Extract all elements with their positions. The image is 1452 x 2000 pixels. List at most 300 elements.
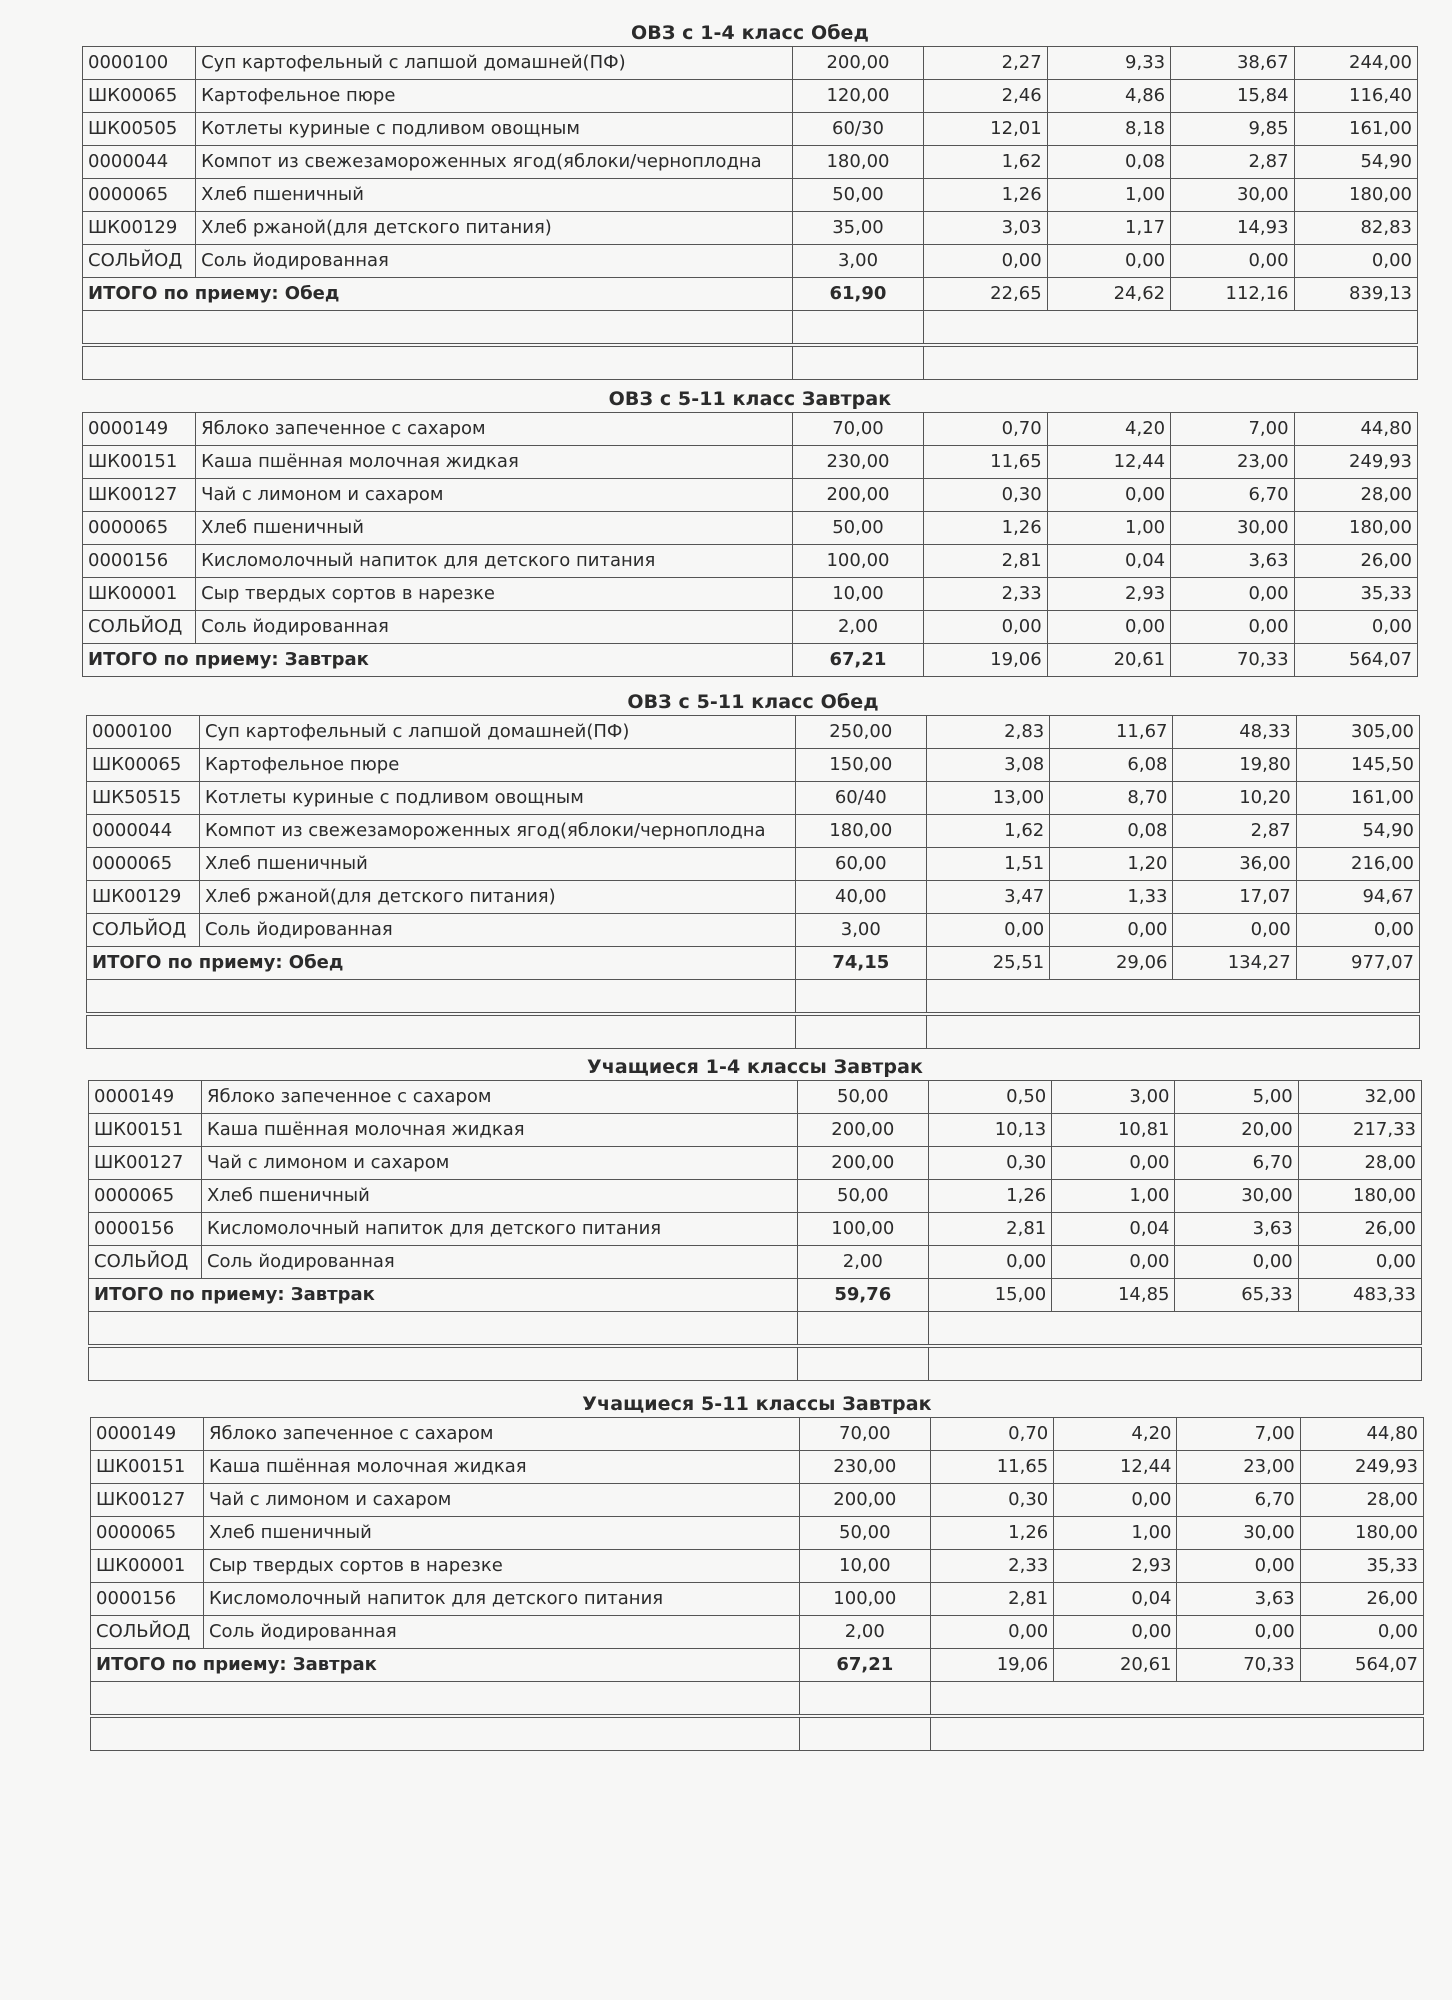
item-output: 10,00	[799, 1550, 930, 1583]
item-carbs: 30,00	[1175, 1180, 1298, 1213]
item-output: 2,00	[797, 1246, 928, 1279]
blank-cell	[792, 311, 924, 346]
blank-cell	[91, 1682, 800, 1717]
total-row	[83, 278, 1418, 311]
blank-cell	[799, 1682, 930, 1717]
item-calories: 161,00	[1296, 782, 1419, 815]
item-output: 60,00	[795, 848, 926, 881]
blank-cell	[795, 980, 926, 1015]
table-row	[87, 782, 1420, 815]
item-code: ШК00151	[91, 1451, 204, 1484]
item-name: Хлеб пшеничный	[203, 1517, 799, 1550]
item-output: 50,00	[792, 179, 924, 212]
section-title: Учащиеся 5-11 классы Завтрак	[582, 1393, 932, 1415]
blank-cell	[792, 345, 924, 380]
item-calories: 0,00	[1294, 611, 1417, 644]
item-proteins: 2,46	[924, 80, 1047, 113]
total-label: ИТОГО по приему: Обед	[83, 278, 793, 311]
item-output: 3,00	[792, 245, 924, 278]
item-proteins: 13,00	[927, 782, 1050, 815]
blank-row	[83, 345, 1418, 380]
item-fats: 1,00	[1047, 512, 1170, 545]
table-row	[83, 545, 1418, 578]
item-name: Картофельное пюре	[199, 749, 795, 782]
item-code: 0000065	[89, 1180, 202, 1213]
table-row	[83, 245, 1418, 278]
item-code: 0000100	[87, 716, 200, 749]
item-output: 70,00	[799, 1418, 930, 1451]
item-name: Кисломолочный напиток для детского питания	[203, 1583, 799, 1616]
item-code: 0000065	[87, 848, 200, 881]
item-fats: 9,33	[1047, 47, 1170, 80]
total-label: ИТОГО по приему: Завтрак	[89, 1279, 798, 1312]
item-fats: 2,93	[1047, 578, 1170, 611]
total-fats: 20,61	[1047, 644, 1170, 677]
total-calories: 483,33	[1298, 1279, 1421, 1312]
item-calories: 161,00	[1294, 113, 1417, 146]
total-label: ИТОГО по приему: Завтрак	[91, 1649, 800, 1682]
table-row	[91, 1517, 1424, 1550]
table-row	[89, 1246, 1422, 1279]
item-fats: 6,08	[1050, 749, 1173, 782]
item-output: 200,00	[792, 479, 924, 512]
menu-table	[90, 1417, 1424, 1751]
item-calories: 249,93	[1294, 446, 1417, 479]
item-calories: 54,90	[1296, 815, 1419, 848]
item-name: Соль йодированная	[201, 1246, 797, 1279]
table-row	[91, 1583, 1424, 1616]
menu-section	[82, 20, 1418, 380]
item-carbs: 3,63	[1177, 1583, 1300, 1616]
item-name: Хлеб ржаной(для детского питания)	[196, 212, 793, 245]
item-code: ШК00151	[83, 446, 196, 479]
item-calories: 44,80	[1300, 1418, 1423, 1451]
item-output: 230,00	[799, 1451, 930, 1484]
item-carbs: 30,00	[1171, 512, 1294, 545]
table-row	[83, 611, 1418, 644]
total-label: ИТОГО по приему: Завтрак	[83, 644, 793, 677]
total-row	[87, 947, 1420, 980]
item-code: 0000065	[91, 1517, 204, 1550]
table-row	[91, 1550, 1424, 1583]
item-output: 2,00	[792, 611, 924, 644]
total-fats: 29,06	[1050, 947, 1173, 980]
total-proteins: 25,51	[927, 947, 1050, 980]
item-fats: 8,70	[1050, 782, 1173, 815]
menu-section	[90, 1391, 1424, 1751]
item-name: Каша пшённая молочная жидкая	[201, 1114, 797, 1147]
item-name: Кисломолочный напиток для детского питания	[196, 545, 793, 578]
item-output: 50,00	[799, 1517, 930, 1550]
item-fats: 0,04	[1052, 1213, 1175, 1246]
item-code: СОЛЬЙОД	[87, 914, 200, 947]
item-calories: 32,00	[1298, 1081, 1421, 1114]
table-row	[87, 749, 1420, 782]
total-carbs: 65,33	[1175, 1279, 1298, 1312]
item-calories: 180,00	[1294, 179, 1417, 212]
item-name: Кисломолочный напиток для детского питания	[201, 1213, 797, 1246]
item-output: 50,00	[797, 1180, 928, 1213]
item-output: 10,00	[792, 578, 924, 611]
item-code: 0000044	[83, 146, 196, 179]
table-row	[91, 1418, 1424, 1451]
item-proteins: 2,83	[927, 716, 1050, 749]
item-code: СОЛЬЙОД	[83, 611, 196, 644]
blank-row	[83, 311, 1418, 346]
total-output: 59,76	[797, 1279, 928, 1312]
item-calories: 249,93	[1300, 1451, 1423, 1484]
item-name: Суп картофельный с лапшой домашней(ПФ)	[199, 716, 795, 749]
item-calories: 145,50	[1296, 749, 1419, 782]
item-output: 120,00	[792, 80, 924, 113]
item-output: 100,00	[799, 1583, 930, 1616]
item-calories: 26,00	[1300, 1583, 1423, 1616]
item-proteins: 0,00	[924, 245, 1047, 278]
item-fats: 1,00	[1047, 179, 1170, 212]
table-row	[89, 1180, 1422, 1213]
item-fats: 4,86	[1047, 80, 1170, 113]
total-proteins: 15,00	[929, 1279, 1052, 1312]
total-calories: 564,07	[1300, 1649, 1423, 1682]
item-proteins: 0,00	[924, 611, 1047, 644]
table-row	[83, 179, 1418, 212]
item-fats: 0,00	[1054, 1616, 1177, 1649]
item-proteins: 1,26	[931, 1517, 1054, 1550]
item-proteins: 0,70	[924, 413, 1047, 446]
blank-cell	[929, 1346, 1422, 1381]
table-row	[83, 80, 1418, 113]
item-proteins: 3,47	[927, 881, 1050, 914]
item-carbs: 2,87	[1171, 146, 1294, 179]
item-proteins: 0,30	[929, 1147, 1052, 1180]
item-fats: 0,08	[1050, 815, 1173, 848]
table-row	[83, 146, 1418, 179]
item-name: Каша пшённая молочная жидкая	[196, 446, 793, 479]
item-name: Хлеб пшеничный	[196, 512, 793, 545]
item-proteins: 1,26	[924, 179, 1047, 212]
section-title: Учащиеся 1-4 классы Завтрак	[586, 1056, 924, 1078]
item-code: 0000149	[91, 1418, 204, 1451]
item-fats: 1,20	[1050, 848, 1173, 881]
blank-cell	[89, 1346, 798, 1381]
item-output: 100,00	[792, 545, 924, 578]
item-calories: 82,83	[1294, 212, 1417, 245]
item-calories: 0,00	[1296, 914, 1419, 947]
item-fats: 0,00	[1047, 479, 1170, 512]
blank-cell	[87, 980, 796, 1015]
item-code: СОЛЬЙОД	[83, 245, 196, 278]
item-name: Соль йодированная	[199, 914, 795, 947]
item-code: ШК00001	[91, 1550, 204, 1583]
item-output: 200,00	[797, 1147, 928, 1180]
blank-cell	[89, 1312, 798, 1347]
item-output: 200,00	[792, 47, 924, 80]
item-fats: 3,00	[1052, 1081, 1175, 1114]
item-name: Котлеты куриные с подливом овощным	[199, 782, 795, 815]
item-name: Компот из свежезамороженных ягод(яблоки/черноплодна	[199, 815, 795, 848]
item-fats: 12,44	[1054, 1451, 1177, 1484]
item-proteins: 0,70	[931, 1418, 1054, 1451]
item-proteins: 1,26	[929, 1180, 1052, 1213]
item-fats: 0,00	[1052, 1147, 1175, 1180]
item-name: Яблоко запеченное с сахаром	[196, 413, 793, 446]
item-fats: 0,08	[1047, 146, 1170, 179]
blank-cell	[931, 1682, 1424, 1717]
item-carbs: 0,00	[1171, 245, 1294, 278]
item-output: 200,00	[799, 1484, 930, 1517]
item-proteins: 2,81	[924, 545, 1047, 578]
total-output: 67,21	[792, 644, 924, 677]
item-calories: 35,33	[1300, 1550, 1423, 1583]
total-row	[89, 1279, 1422, 1312]
item-carbs: 7,00	[1177, 1418, 1300, 1451]
blank-cell	[87, 1014, 796, 1049]
item-code: 0000156	[91, 1583, 204, 1616]
item-output: 180,00	[795, 815, 926, 848]
item-code: СОЛЬЙОД	[91, 1616, 204, 1649]
blank-row	[89, 1312, 1422, 1347]
item-fats: 0,00	[1052, 1246, 1175, 1279]
total-output: 74,15	[795, 947, 926, 980]
item-proteins: 1,51	[927, 848, 1050, 881]
item-calories: 216,00	[1296, 848, 1419, 881]
item-code: ШК00001	[83, 578, 196, 611]
item-name: Чай с лимоном и сахаром	[203, 1484, 799, 1517]
table-row	[87, 815, 1420, 848]
item-code: ШК00129	[83, 212, 196, 245]
menu-table	[82, 46, 1418, 380]
table-row	[91, 1616, 1424, 1649]
item-calories: 26,00	[1294, 545, 1417, 578]
item-name: Соль йодированная	[203, 1616, 799, 1649]
total-output: 61,90	[792, 278, 924, 311]
item-code: 0000149	[83, 413, 196, 446]
table-row	[83, 413, 1418, 446]
section-title: ОВЗ с 1-4 класс Обед	[631, 22, 869, 44]
blank-cell	[924, 345, 1418, 380]
item-calories: 180,00	[1298, 1180, 1421, 1213]
blank-cell	[799, 1716, 930, 1751]
item-output: 50,00	[797, 1081, 928, 1114]
item-proteins: 1,26	[924, 512, 1047, 545]
item-proteins: 2,81	[931, 1583, 1054, 1616]
item-carbs: 5,00	[1175, 1081, 1298, 1114]
table-row	[87, 914, 1420, 947]
item-carbs: 38,67	[1171, 47, 1294, 80]
item-fats: 11,67	[1050, 716, 1173, 749]
table-row	[91, 1451, 1424, 1484]
table-row	[83, 446, 1418, 479]
item-code: ШК00151	[89, 1114, 202, 1147]
blank-cell	[83, 311, 793, 346]
item-output: 100,00	[797, 1213, 928, 1246]
item-carbs: 23,00	[1177, 1451, 1300, 1484]
item-proteins: 2,27	[924, 47, 1047, 80]
table-row	[83, 47, 1418, 80]
item-name: Чай с лимоном и сахаром	[196, 479, 793, 512]
total-output: 67,21	[799, 1649, 930, 1682]
item-fats: 4,20	[1054, 1418, 1177, 1451]
item-calories: 26,00	[1298, 1213, 1421, 1246]
item-proteins: 2,33	[931, 1550, 1054, 1583]
table-row	[83, 212, 1418, 245]
item-fats: 0,00	[1054, 1484, 1177, 1517]
blank-cell	[931, 1716, 1424, 1751]
table-row	[87, 716, 1420, 749]
item-proteins: 2,33	[924, 578, 1047, 611]
item-name: Суп картофельный с лапшой домашней(ПФ)	[196, 47, 793, 80]
item-calories: 28,00	[1298, 1147, 1421, 1180]
total-row	[83, 644, 1418, 677]
item-calories: 0,00	[1298, 1246, 1421, 1279]
item-calories: 28,00	[1294, 479, 1417, 512]
item-carbs: 3,63	[1171, 545, 1294, 578]
blank-cell	[927, 1014, 1420, 1049]
item-carbs: 6,70	[1175, 1147, 1298, 1180]
item-code: ШК00127	[83, 479, 196, 512]
item-calories: 305,00	[1296, 716, 1419, 749]
item-code: 0000149	[89, 1081, 202, 1114]
item-name: Яблоко запеченное с сахаром	[203, 1418, 799, 1451]
total-fats: 20,61	[1054, 1649, 1177, 1682]
blank-row	[91, 1682, 1424, 1717]
item-code: 0000100	[83, 47, 196, 80]
item-calories: 44,80	[1294, 413, 1417, 446]
table-row	[89, 1114, 1422, 1147]
blank-cell	[927, 980, 1420, 1015]
item-carbs: 15,84	[1171, 80, 1294, 113]
item-proteins: 1,62	[924, 146, 1047, 179]
item-carbs: 7,00	[1171, 413, 1294, 446]
item-proteins: 0,00	[929, 1246, 1052, 1279]
item-fats: 0,00	[1047, 245, 1170, 278]
item-proteins: 0,50	[929, 1081, 1052, 1114]
blank-row	[91, 1716, 1424, 1751]
item-proteins: 11,65	[924, 446, 1047, 479]
item-fats: 0,04	[1054, 1583, 1177, 1616]
item-output: 35,00	[792, 212, 924, 245]
item-output: 50,00	[792, 512, 924, 545]
item-carbs: 0,00	[1171, 611, 1294, 644]
total-calories: 564,07	[1294, 644, 1417, 677]
menu-section	[82, 386, 1418, 677]
item-carbs: 23,00	[1171, 446, 1294, 479]
section-title: ОВЗ с 5-11 класс Обед	[627, 691, 879, 713]
item-carbs: 19,80	[1173, 749, 1296, 782]
item-fats: 1,17	[1047, 212, 1170, 245]
item-proteins: 0,30	[924, 479, 1047, 512]
blank-cell	[797, 1312, 928, 1347]
item-name: Хлеб пшеничный	[199, 848, 795, 881]
item-proteins: 2,81	[929, 1213, 1052, 1246]
item-fats: 1,00	[1054, 1517, 1177, 1550]
item-proteins: 1,62	[927, 815, 1050, 848]
blank-cell	[797, 1346, 928, 1381]
item-calories: 35,33	[1294, 578, 1417, 611]
total-calories: 839,13	[1294, 278, 1417, 311]
item-calories: 244,00	[1294, 47, 1417, 80]
item-carbs: 0,00	[1177, 1550, 1300, 1583]
table-row	[83, 113, 1418, 146]
total-carbs: 112,16	[1171, 278, 1294, 311]
item-proteins: 0,30	[931, 1484, 1054, 1517]
item-name: Яблоко запеченное с сахаром	[201, 1081, 797, 1114]
total-carbs: 134,27	[1173, 947, 1296, 980]
blank-row	[87, 980, 1420, 1015]
total-proteins: 19,06	[924, 644, 1047, 677]
item-carbs: 30,00	[1171, 179, 1294, 212]
menu-table	[88, 1080, 1422, 1381]
blank-cell	[91, 1716, 800, 1751]
item-carbs: 3,63	[1175, 1213, 1298, 1246]
item-calories: 180,00	[1294, 512, 1417, 545]
item-fats: 0,04	[1047, 545, 1170, 578]
item-code: 0000044	[87, 815, 200, 848]
item-carbs: 14,93	[1171, 212, 1294, 245]
item-output: 3,00	[795, 914, 926, 947]
item-carbs: 9,85	[1171, 113, 1294, 146]
item-output: 200,00	[797, 1114, 928, 1147]
item-fats: 4,20	[1047, 413, 1170, 446]
item-carbs: 0,00	[1173, 914, 1296, 947]
table-row	[89, 1081, 1422, 1114]
table-row	[89, 1213, 1422, 1246]
total-carbs: 70,33	[1171, 644, 1294, 677]
item-carbs: 30,00	[1177, 1517, 1300, 1550]
blank-cell	[929, 1312, 1422, 1347]
menu-section	[88, 1054, 1422, 1381]
item-name: Хлеб ржаной(для детского питания)	[199, 881, 795, 914]
item-calories: 0,00	[1294, 245, 1417, 278]
total-carbs: 70,33	[1177, 1649, 1300, 1682]
item-carbs: 0,00	[1175, 1246, 1298, 1279]
total-calories: 977,07	[1296, 947, 1419, 980]
item-calories: 54,90	[1294, 146, 1417, 179]
item-name: Соль йодированная	[196, 611, 793, 644]
item-proteins: 0,00	[927, 914, 1050, 947]
item-code: 0000156	[83, 545, 196, 578]
item-output: 150,00	[795, 749, 926, 782]
item-carbs: 0,00	[1177, 1616, 1300, 1649]
item-fats: 10,81	[1052, 1114, 1175, 1147]
total-fats: 24,62	[1047, 278, 1170, 311]
item-proteins: 3,08	[927, 749, 1050, 782]
item-fats: 1,00	[1052, 1180, 1175, 1213]
item-fats: 0,00	[1050, 914, 1173, 947]
item-calories: 0,00	[1300, 1616, 1423, 1649]
item-carbs: 6,70	[1171, 479, 1294, 512]
item-code: ШК00505	[83, 113, 196, 146]
blank-row	[89, 1346, 1422, 1381]
item-calories: 94,67	[1296, 881, 1419, 914]
total-proteins: 19,06	[931, 1649, 1054, 1682]
item-output: 2,00	[799, 1616, 930, 1649]
item-name: Компот из свежезамороженных ягод(яблоки/черноплодна	[196, 146, 793, 179]
item-code: СОЛЬЙОД	[89, 1246, 202, 1279]
item-name: Каша пшённая молочная жидкая	[203, 1451, 799, 1484]
item-proteins: 12,01	[924, 113, 1047, 146]
table-row	[91, 1484, 1424, 1517]
item-carbs: 17,07	[1173, 881, 1296, 914]
item-output: 60/40	[795, 782, 926, 815]
item-fats: 0,00	[1047, 611, 1170, 644]
item-carbs: 36,00	[1173, 848, 1296, 881]
item-code: ШК00129	[87, 881, 200, 914]
item-code: ШК50515	[87, 782, 200, 815]
menu-section	[86, 689, 1420, 1049]
item-code: 0000065	[83, 179, 196, 212]
item-carbs: 2,87	[1173, 815, 1296, 848]
